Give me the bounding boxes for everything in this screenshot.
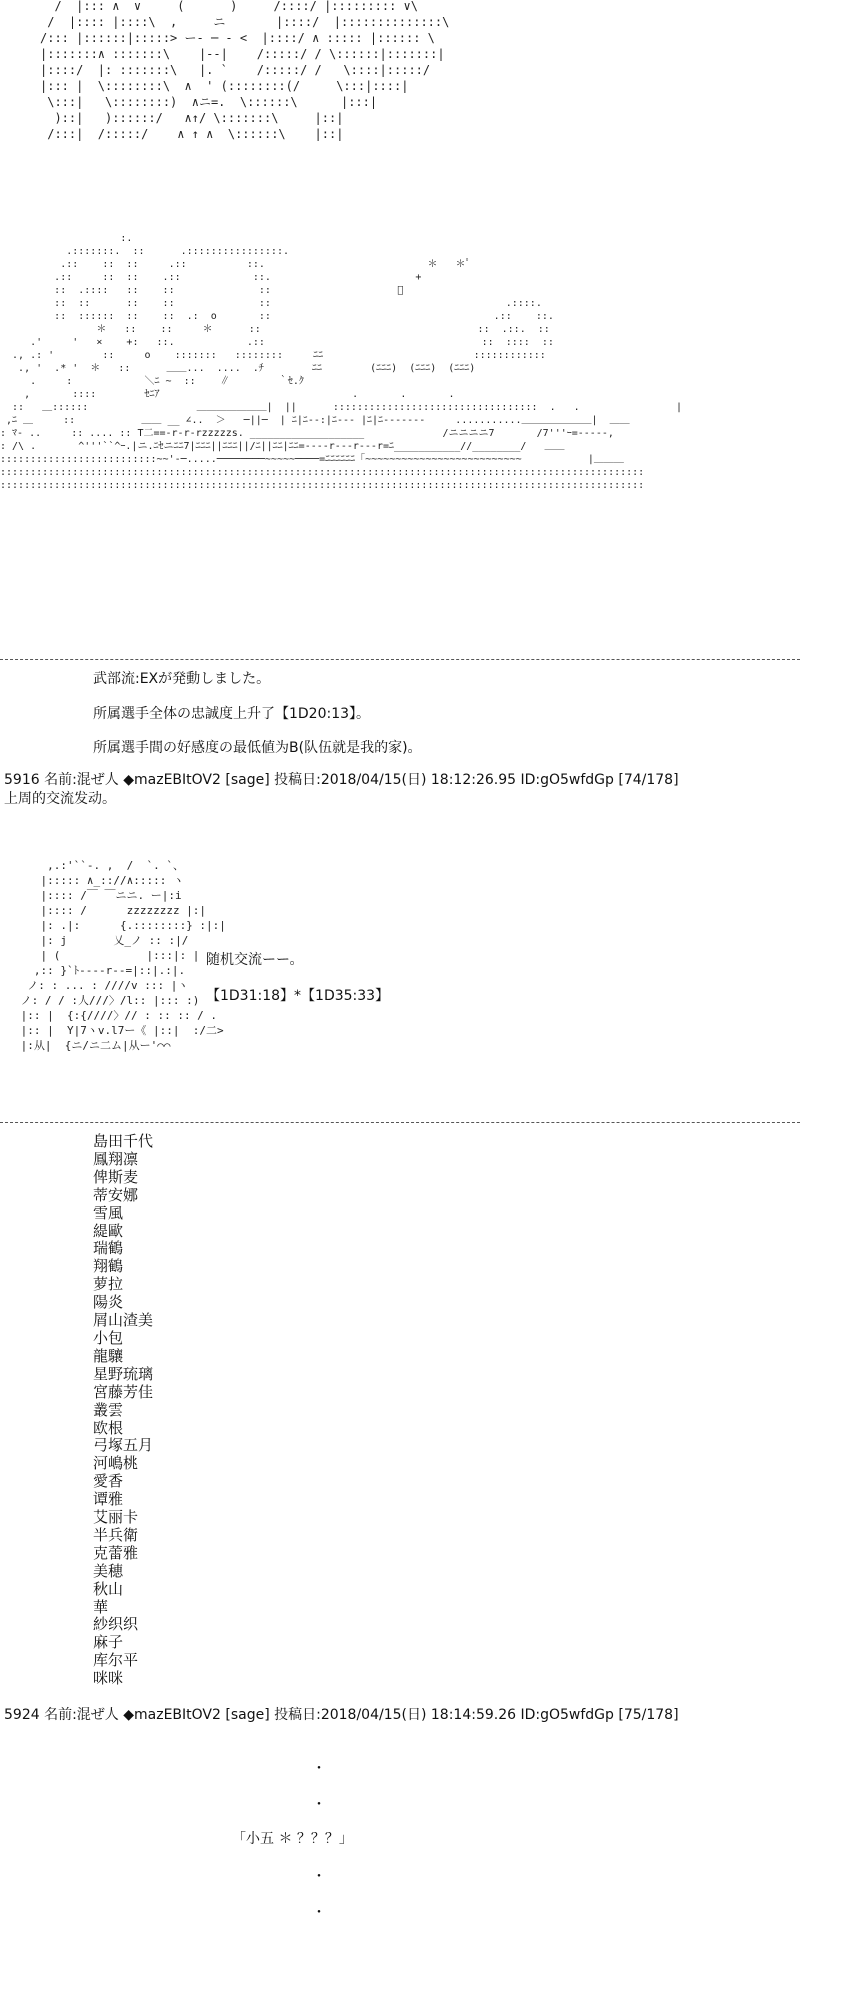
list-item: 紗织织	[93, 1615, 139, 1634]
divider-top	[0, 659, 800, 660]
ascii-art-character: ,.:'``-. , / `. `、 |::::: ∧_:://∧::::: ヽ |:::: /￣ ￣ニニ. ー|:i |:::: / zzzzzzzz |:| |: .|: {.::::::::} :|:| |: j 乂_ノ :: :|/ | ( |:::|: | ,:: }`ﾄ----r--=|::|.:|. ノ: : ... : ////v ::: |ヽ ノ: / / :人///〉/l:: |::: :) |:: | {:{////〉// : :: :: / . |:: | Y|7ヽv.l7ー《 |::| :/二> |:从| {ニ/ニ二ム|从ー'⌒⌒	[20, 859, 226, 1052]
dialogue-line: 「小五 ＊ ？？？」	[232, 1831, 353, 1847]
list-item: 蒂安娜	[93, 1185, 139, 1204]
list-item: 秋山	[93, 1579, 124, 1598]
list-item: 美穂	[93, 1561, 124, 1580]
ellipsis-dot: ・	[312, 1761, 326, 1777]
list-item: 萝拉	[93, 1275, 124, 1294]
character-name-list	[93, 1133, 153, 1688]
list-item: 俾斯麦	[93, 1167, 139, 1186]
list-item: 咪咪	[93, 1669, 124, 1688]
list-item: 库尔平	[93, 1651, 139, 1670]
loyalty-line: 所属選手全体の忠誠度上升了【1D20:13】。	[93, 706, 371, 722]
list-item: 華	[93, 1597, 109, 1616]
list-item: 欧根	[93, 1418, 124, 1437]
list-item: 宮藤芳佳	[93, 1382, 154, 1401]
random-exchange-label: 随机交流ーー。	[206, 952, 304, 968]
ellipsis-dot: ・	[312, 1797, 326, 1813]
skill-activated-line: 武部流:EXが発動しました。	[93, 671, 271, 687]
ascii-art-scene: :. .:::::::. :: .::::::::::::::::. .:: :: :: .:: ::. ＊ ＊ﾟ .:: :: :: .:: ::. + :: .:::: :: :: :: ﾟ :: :: :: :: :: .::::. :: :::::: :: :: .: o :: .:: ::. ＊ :: :: ＊ :: :: .::. :: .' ' × +: ::. .:: :: :::: :: ., .: ' :: o ::::::: :::::::: ﾆﾆ :::::::::::: ., ' .* ' ＊ :: ＿＿... .... .ﾁ ﾆﾆ (ﾆﾆﾆ) (ﾆﾆﾆ) (ﾆﾆﾆ) . : ＼ﾆ ~ :: ∥ ｀ｾ.ｸ , :::: ｾﾆｱ . . . :: ＿:::::: ＿＿＿＿＿＿＿| || :::::::::::::::::::::::::::::::::: . . | ,ﾆ ＿ :: ＿＿ __ ∠.. ＞ ─||─ | ﾆ|ﾆ--:|ﾆ--- |ﾆ|ﾆ------- ...........＿＿＿＿＿＿＿| ＿＿ : ﾏ- .. :: .... :: T二==-r-r-rzzzzzs. ___________________ /ニニニニ7 /7'''ｰ=-----, : /\ . ^'''``^ｰ.|ニ.ﾆｾニﾆﾆ7|ﾆﾆﾆ||ﾆﾆﾆ||/ﾆ||ﾆﾆ|ﾆﾆ=----r---r---r=ﾆ___________//________/ ＿＿ ::::::::::::::::::::::::::~~'-─.....────────~~~~~────=ﾆﾆﾆﾆﾆﾆ「~~~~~~~~~~~~~~~~~~~~~~~~~~ |＿＿＿ ::::::::::::::::::::::::::::::::::::::::::::::::::::::::::::::::::::::::::::::::::::::::::::::::::::::::::: :::::::::::::::::::::::::::::::::::::::::::::::::::::::::::::::::::::::::::::::::::::::::::::::::::::::::::	[0, 233, 683, 491]
post-header-5916: 5916 名前:混ぜ人 ◆mazEBItOV2 [sage] 投稿日:2018/04/15(日) 18:12:26.95 ID:gO5wfdGp [74/178]	[4, 772, 679, 788]
list-item: 緹歐	[93, 1221, 124, 1240]
list-item: 愛香	[93, 1472, 124, 1491]
affinity-line: 所属選手間の好感度の最低値为B(队伍就是我的家)。	[93, 740, 422, 756]
list-item: 克蕾雅	[93, 1543, 139, 1562]
list-item: 屑山渣美	[93, 1311, 154, 1330]
list-item: 艾丽卡	[93, 1508, 139, 1527]
ellipsis-dot: ・	[312, 1905, 326, 1921]
divider-middle	[0, 1122, 800, 1123]
ellipsis-dot: ・	[312, 1869, 326, 1885]
list-item: 河嶋桃	[93, 1454, 139, 1473]
list-item: 麻子	[93, 1633, 124, 1652]
list-item: 半兵衛	[93, 1525, 139, 1544]
ascii-art-top: / |::: ∧ ∨ ( ￣ ￣ ) /::::/ |::::::::: ∨\ / |:::: |::::\ , ニ |::::/ |::::::::::::::\ /::: |::::::|:::::> ー‐ ─ ‐ < |::::/ ∧ ::::: |:::::: \ |:::::::∧ :::::::\ |‐‐| /:::::/ / \::::::|:::::::| |::::/ |: :::::::\ |. ` /:::::/ / \::::|:::::/ |::: | \::::::::\ ∧ ' (::::::::(/ \:::|::::| \:::| \::::::::) ∧ニ=. \::::::\ |:::| )::| )::::::/ ∧↑/ \:::::::\ |::| /:::| /:::::/ ∧ ↑ ∧ \::::::\ |::|	[40, 0, 450, 141]
list-item: 弓塚五月	[93, 1436, 154, 1455]
list-item: 小包	[93, 1328, 124, 1347]
list-item: 鳳翔凛	[93, 1149, 139, 1168]
list-item: 陽炎	[93, 1293, 124, 1312]
dice-roll-result: 【1D31:18】*【1D35:33】	[206, 988, 390, 1004]
list-item: 雪風	[93, 1203, 124, 1222]
post-header-5924: 5924 名前:混ぜ人 ◆mazEBItOV2 [sage] 投稿日:2018/04/15(日) 18:14:59.26 ID:gO5wfdGp [75/178]	[4, 1707, 679, 1723]
list-item: 星野琉璃	[93, 1364, 154, 1383]
list-item: 龍驤	[93, 1346, 124, 1365]
list-item: 翔鶴	[93, 1257, 124, 1276]
list-item: 叢雲	[93, 1400, 124, 1419]
post-intro: 上周的交流发动。	[4, 791, 116, 807]
list-item: 瑞鶴	[93, 1239, 124, 1258]
list-item: 島田千代	[93, 1132, 154, 1150]
list-item: 谭雅	[93, 1490, 124, 1509]
